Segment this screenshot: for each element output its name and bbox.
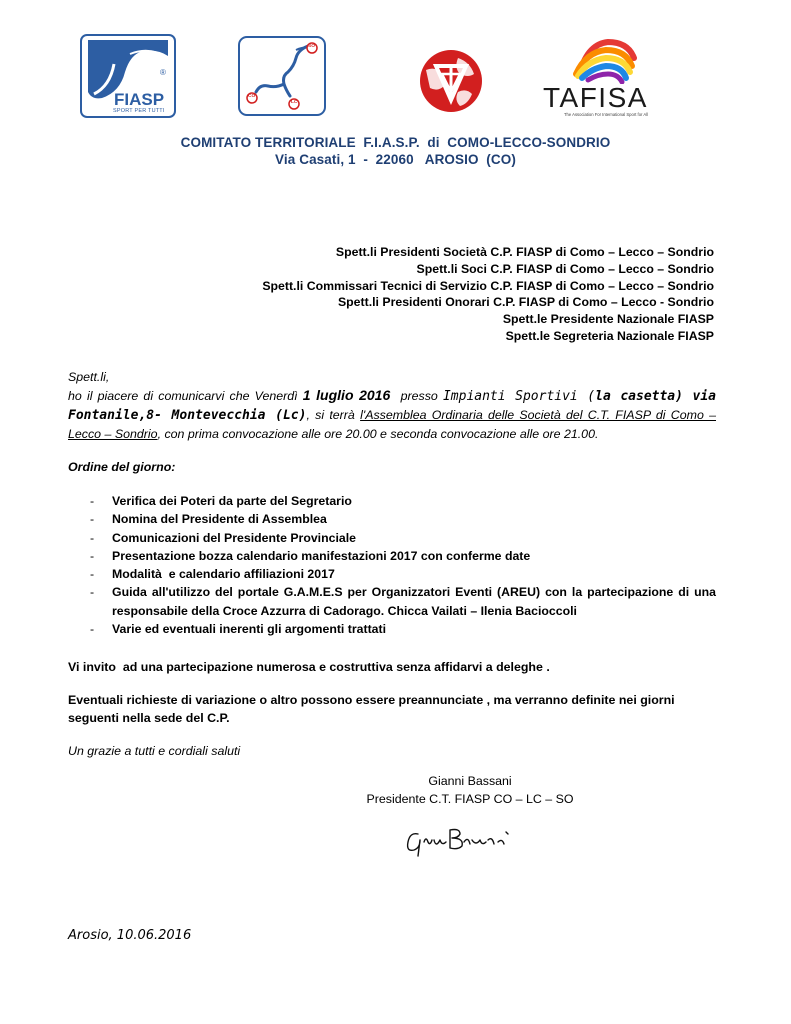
map-label-lc: LC xyxy=(291,100,298,105)
territory-map-logo xyxy=(238,36,326,116)
recipient-line: Spett.le Segreteria Nazionale FIASP xyxy=(505,328,714,343)
agenda-item-text: Modalità e calendario affiliazioni 2017 xyxy=(112,567,335,582)
agenda-item xyxy=(90,565,716,583)
agenda-dash: - xyxy=(90,548,95,563)
agenda-item xyxy=(90,620,716,638)
agenda-dash: - xyxy=(90,585,95,600)
announcement-paragraph xyxy=(68,386,716,444)
meeting-date: 1 luglio 2016 xyxy=(302,387,391,403)
signer-name: Gianni Bassani xyxy=(428,774,512,788)
committee-name: COMITATO TERRITORIALE F.I.A.S.P. di COMO-LECCO-SONDRIO xyxy=(180,135,611,150)
tafisa-logo-tagline: The Association For International Sport for All xyxy=(564,112,649,117)
assembly-title: l'Assemblea Ordinaria delle Società del C.T. FIASP di Como – Lecco – Sondrio xyxy=(68,408,716,441)
signer-title: Presidente C.T. FIASP CO – LC – SO xyxy=(366,792,574,806)
closing-greeting: Un grazie a tutti e cordiali saluti xyxy=(68,744,241,758)
recipient-line: Spett.li Presidenti Società C.P. FIASP di Como – Lecco – Sondrio xyxy=(335,245,714,259)
tafisa-rainbow-icon xyxy=(542,38,672,84)
tafisa-logo-text: TAFISA xyxy=(543,82,648,113)
salutation: Spett.li, xyxy=(68,370,110,384)
announcement-intro: ho il piacere di comunicarvi che Venerdì xyxy=(68,389,303,403)
announcement-presso: presso xyxy=(390,389,443,403)
agenda-item-text: Presentazione bozza calendario manifestazioni 2017 con conferme date xyxy=(112,548,531,563)
tafisa-logo xyxy=(542,38,672,118)
announcement-si-terra: , si terrà xyxy=(306,408,361,422)
agenda-dash: - xyxy=(90,530,95,545)
ivv-globe-icon xyxy=(418,48,484,114)
agenda-item xyxy=(90,492,716,510)
fiasp-logo xyxy=(80,34,176,118)
agenda-item-text: Guida all'utilizzo del portale G.A.M.E.S per Organizzatori Eventi (AREU) con la partecipazione di una responsabile della Croce Azzurra di Cadorago. Chicca Vailati – Ilenia Bacioccoli xyxy=(112,585,716,618)
agenda-dash: - xyxy=(90,512,95,527)
agenda-title: Ordine del giorno: xyxy=(68,460,176,474)
recipient-line: Spett.li Presidenti Onorari C.P. FIASP di Como – Lecco - Sondrio xyxy=(337,295,714,310)
agenda-dash: - xyxy=(90,494,95,508)
handwritten-signature xyxy=(404,822,514,862)
fiasp-logo-tagline: SPORT PER TUTTI xyxy=(113,108,165,114)
agenda-item-text: Verifica dei Poteri da parte del Segretario xyxy=(112,494,352,508)
venue-address: la casetta) via Fontanile,8- Montevecchia (Lc) xyxy=(68,389,716,423)
agenda-item xyxy=(90,547,716,565)
fiasp-logo-text: FIASP xyxy=(114,90,165,109)
agenda-item-text: Varie ed eventuali inerenti gli argomenti trattati xyxy=(112,622,387,637)
recipients-block xyxy=(262,244,714,345)
agenda-dash: - xyxy=(90,622,95,637)
agenda-item xyxy=(90,583,716,620)
requests-text: Eventuali richieste di variazione o altro possono essere preannunciate , ma verranno definite nei giorni seguenti nella sede del C.P. xyxy=(68,693,675,725)
map-label-co: CO xyxy=(248,94,256,99)
agenda-item xyxy=(90,529,716,547)
recipient-line: Spett.li Commissari Tecnici di Servizio C.P. FIASP di Como – Lecco – Sondrio xyxy=(262,278,714,293)
venue-name: Impianti Sportivi ( xyxy=(442,389,596,404)
agenda-item-text: Comunicazioni del Presidente Provinciale xyxy=(112,530,356,545)
map-label-so: SO xyxy=(308,44,315,49)
agenda-dash: - xyxy=(90,567,95,582)
invitation-text: Vi invito ad una partecipazione numerosa e costruttiva senza affidarvi a deleghe . xyxy=(68,660,550,674)
place-and-date: Arosio, 10.06.2016 xyxy=(68,928,192,943)
recipient-line: Spett.le Presidente Nazionale FIASP xyxy=(502,312,714,327)
recipient-line: Spett.li Soci C.P. FIASP di Como – Lecco – Sondrio xyxy=(416,261,714,276)
convocation-times: , con prima convocazione alle ore 20.00 e seconda convocazione alle ore 21.00. xyxy=(157,427,599,441)
agenda-item xyxy=(90,510,716,528)
agenda-item-text: Nomina del Presidente di Assemblea xyxy=(112,512,327,527)
fiasp-reg-mark: ® xyxy=(160,68,166,77)
committee-address: Via Casati, 1 - 22060 AROSIO (CO) xyxy=(275,152,516,167)
ivv-logo xyxy=(418,48,484,114)
agenda-list xyxy=(90,492,716,638)
